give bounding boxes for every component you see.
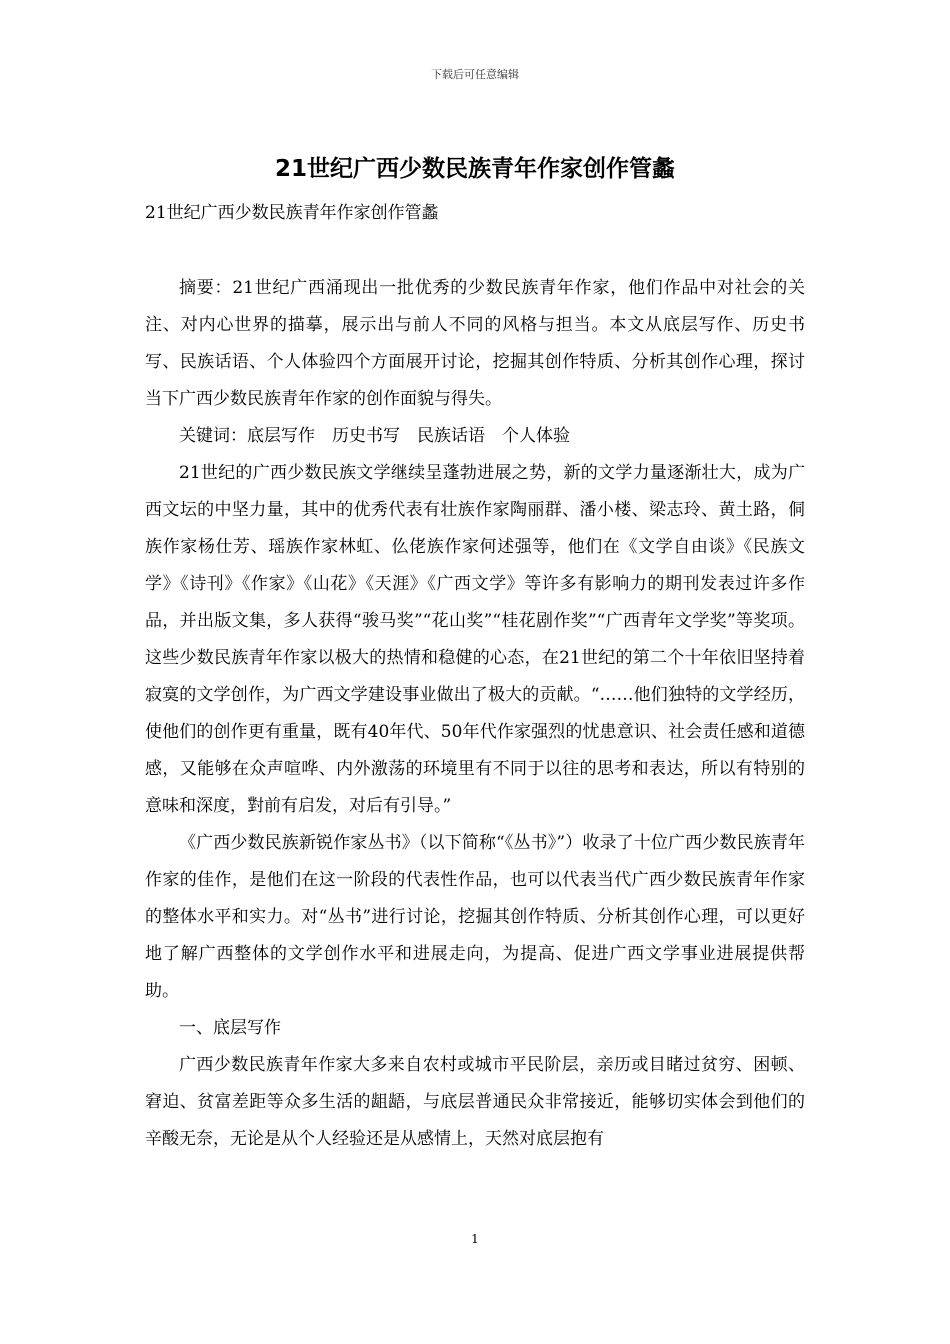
- body-paragraph: 广西少数民族青年作家大多来自农村或城市平民阶层，亲历或目睹过贫穷、困顿、窘迫、贫富差距等众多生活的龃龉，与底层普通民众非常接近，能够切实体会到他们的辛酸无奈，无论是从个人经验还是从感情上，天然对底层抱有: [145, 1055, 805, 1149]
- document-body: [145, 270, 805, 1158]
- document-title: 21世纪广西少数民族青年作家创作管蠡: [274, 156, 675, 182]
- page-number: 1: [471, 1232, 479, 1246]
- body-paragraph: 21世纪的广西少数民族文学继续呈蓬勃进展之势，新的文学力量逐渐壮大，成为广西文坛的中坚力量，其中的优秀代表有壮族作家陶丽群、潘小楼、梁志玲、黄土路，侗族作家杨仕芳、瑶族作家林虹、仫佬族作家何述强等，他们在《文学自由谈》《民族文学》《诗刊》《作家》《山花》《天涯》《广西文学》等许多有影响力的期刊发表过许多作品，并出版文集，多人获得“骏马奖”“花山奖”“桂花剧作奖”“广西青年文学奖”等奖项。这些少数民族青年作家以极大的热情和稳健的心态，在21世纪的第二个十年依旧坚持着寂寞的文学创作，为广西文学建设事业做出了极大的贡献。“……他们独特的文学经历，使他们的创作更有重量，既有40年代、50年代作家强烈的忧患意识、社会责任感和道德感，又能够在众声喧哗、内外激荡的环境里有不同于以往的思考和表达，所以有特别的意味和深度，對前有启发，对后有引导。”: [145, 463, 805, 816]
- page-header-note: 下载后可任意编辑: [431, 68, 519, 81]
- body-paragraph: 《广西少数民族新锐作家丛书》（以下简称“《丛书》”）收录了十位广西少数民族青年作家的佳作，是他们在这一阶段的代表性作品，也可以代表当代广西少数民族青年作家的整体水平和实力。对“丛书”进行讨论，挖掘其创作特质、分析其创作心理，可以更好地了解广西整体的文学创作水平和进展走向，为提高、促进广西文学事业进展提供帮助。: [145, 833, 805, 1001]
- section-heading: 一、底层写作: [179, 1018, 281, 1038]
- keywords-paragraph: 关键词：底层写作 历史书写 民族话语 个人体验: [179, 426, 570, 446]
- abstract-paragraph: 摘要：21世纪广西涌现出一批优秀的少数民族青年作家，他们作品中对社会的关注、对内心世界的描摹，展示出与前人不同的风格与担当。本文从底层写作、历史书写、民族话语、个人体验四个方面展开讨论，挖掘其创作特质、分析其创作心理，探讨当下广西少数民族青年作家的创作面貌与得失。: [145, 278, 805, 409]
- document-subtitle: 21世纪广西少数民族青年作家创作管蠡: [145, 203, 439, 223]
